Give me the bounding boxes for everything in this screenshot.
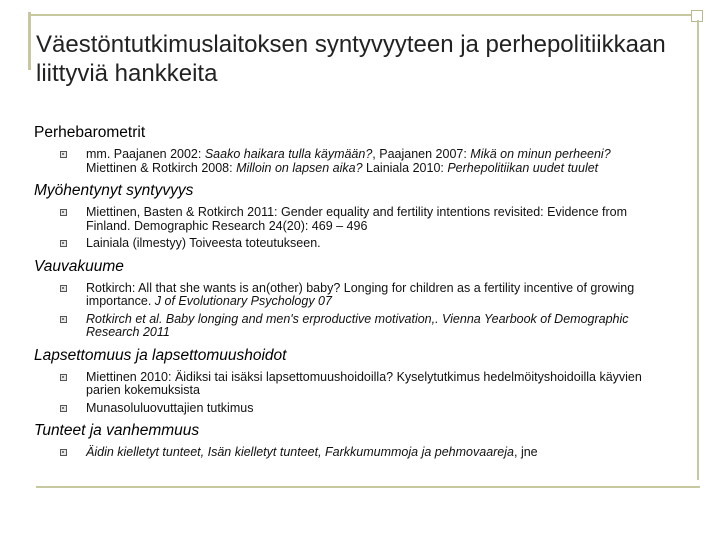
item-text: , Paajanen 2007:: [372, 147, 471, 161]
list-item: [34, 206, 664, 233]
item-text: Miettinen 2010: Äidiksi tai isäksi lapsettomuushoidoilla? Kyselytutkimus hedelmöityshoidoilla käyvien parien kokemuksista: [86, 369, 642, 397]
square-bullet-icon: [60, 405, 67, 412]
item-text: mm. Paajanen 2002:: [86, 147, 205, 161]
list-item: [34, 371, 664, 398]
decor-right-line: [697, 20, 699, 480]
section-vauvakuume: [34, 257, 664, 340]
section-heading: Tunteet ja vanhemmuus: [34, 422, 200, 439]
square-bullet-icon: [60, 209, 67, 216]
section-heading: Perhebarometrit: [34, 124, 146, 141]
square-bullet-icon: [60, 374, 67, 381]
list-item: [34, 446, 664, 460]
item-text: Rotkirch: All that she wants is an(other) baby? Longing for children as a fertility incentive of growing importance.: [86, 280, 635, 308]
bullet-list: [34, 446, 664, 460]
section-lapsettomuus: [34, 346, 664, 416]
item-italic-title: Rotkirch et al. Baby longing and men's erproductive motivation,. Vienna Yearbook of Demographic Research 2011: [86, 311, 629, 339]
list-item: [34, 313, 664, 340]
bullet-list: [34, 206, 664, 251]
item-text: Miettinen, Basten & Rotkirch 2011: Gender equality and fertility intentions revisited: Evidence from Finland. Demographic Research 24(20): 469 – 496: [86, 205, 628, 233]
section-myohentynyt-syntyvyys: [34, 181, 664, 251]
item-text: Lainiala 2010:: [362, 160, 448, 175]
item-italic-title: Mikä on minun perheeni?: [470, 147, 611, 161]
item-text: Lainiala (ilmestyy) Toiveesta toteutukseen.: [86, 236, 321, 250]
decor-left-line: [28, 12, 31, 70]
item-text: Miettinen & Rotkirch 2008:: [86, 160, 237, 175]
decor-bottom-line: [36, 486, 700, 488]
list-item: [34, 237, 664, 251]
list-item: [34, 148, 664, 175]
list-item: [34, 402, 664, 416]
item-italic-title: Äidin kielletyt tunteet, Isän kielletyt tunteet, Farkkumummoja ja pehmovaareja: [86, 445, 514, 459]
square-bullet-icon: [60, 316, 67, 323]
list-item: [34, 282, 664, 309]
square-bullet-icon: [60, 151, 67, 158]
section-heading: Lapsettomuus ja lapsettomuushoidot: [34, 346, 287, 364]
section-heading: Myöhentynyt syntyvyys: [34, 182, 194, 199]
item-italic-title: Milloin on lapsen aika?: [236, 160, 363, 175]
decor-top-line: [28, 14, 700, 16]
section-heading: Vauvakuume: [34, 257, 124, 275]
item-italic-title: Saako haikara tulla käymään?: [204, 147, 373, 161]
item-italic-title: J of Evolutionary Psychology 07: [154, 294, 332, 308]
bullet-list: [34, 371, 664, 416]
square-bullet-icon: [60, 240, 67, 247]
bullet-list: [34, 148, 664, 175]
section-perhebarometrit: [34, 123, 664, 175]
bullet-list: [34, 282, 664, 340]
slide-title: Väestöntutkimuslaitoksen syntyvyyteen ja perhepolitiikkaan liittyviä hankkeita: [36, 31, 666, 87]
item-italic-title: Perhepolitiikan uudet tuulet: [447, 160, 599, 175]
square-bullet-icon: [60, 285, 67, 292]
section-tunteet-ja-vanhemmuus: [34, 421, 664, 460]
slide-content: [34, 123, 664, 464]
item-text: , jne: [514, 445, 538, 459]
item-text: Munasoluluovuttajien tutkimus: [86, 400, 254, 415]
square-bullet-icon: [60, 449, 67, 456]
